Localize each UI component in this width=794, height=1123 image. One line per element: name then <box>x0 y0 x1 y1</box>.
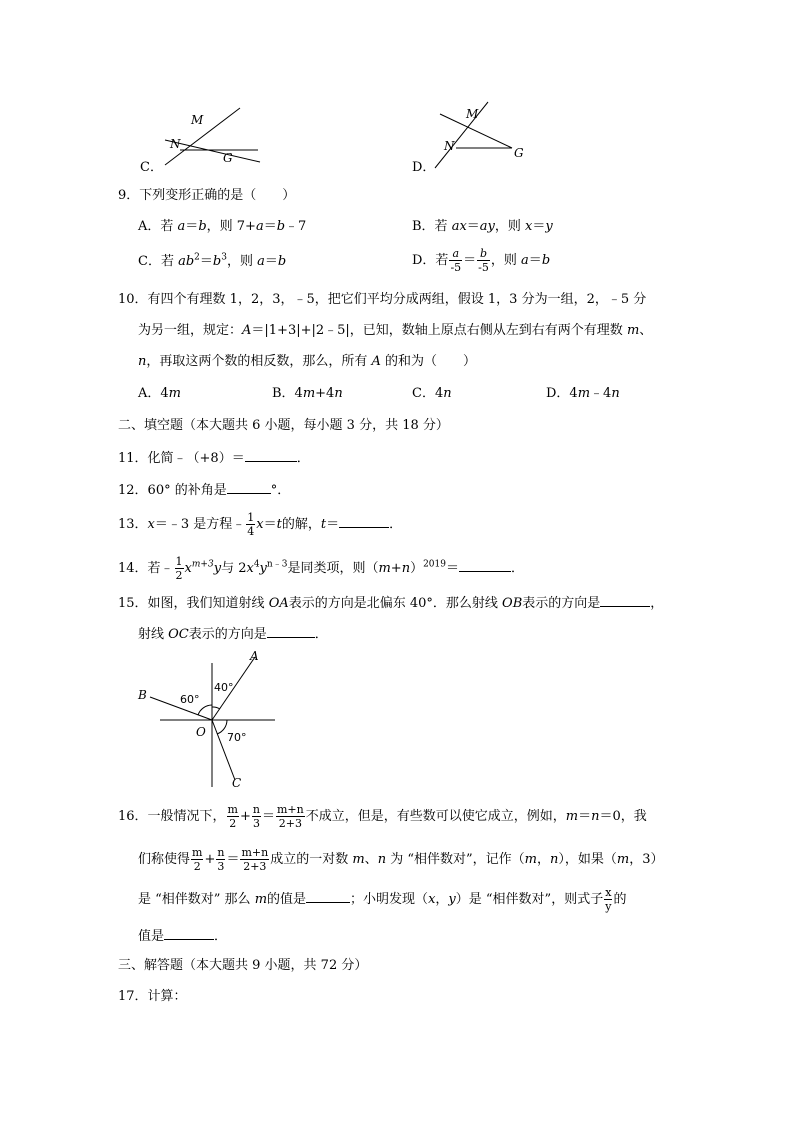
q9-option-c: C．若 $ab^2=b^3$，则 a＝b <box>138 252 287 269</box>
angle-40-label: 40° <box>214 681 234 694</box>
q9-option-b: B．若 ax＝ay，则 x＝y <box>412 219 553 234</box>
figure-d-diagram <box>430 100 540 175</box>
section-3-heading: 三、解答题（本大题共 9 小题，共 72 分） <box>118 958 368 973</box>
angle-60-label: 60° <box>180 693 200 706</box>
q10-line-1: 10．有四个有理数 1，2，3，﹣5，把它们平均分成两组，假设 1，3 分为一组，2，﹣5 分 <box>118 292 647 307</box>
q12-answer-blank[interactable] <box>227 481 271 494</box>
origin-o-label: O <box>196 725 206 739</box>
figure-c-label: C． <box>140 160 163 175</box>
q11-answer-blank[interactable] <box>245 449 297 462</box>
point-n-label: N <box>444 139 455 153</box>
q13-answer-blank[interactable] <box>339 515 389 528</box>
q14: 14．若﹣ $\frac{1}{2}$ $x^{m+3}y$与 $2x^4y^{n﹣3}$是同类项，则$(m+n)^{2019}=$ ． <box>118 555 525 582</box>
q14-answer-blank[interactable] <box>459 559 511 572</box>
q16-line-4: 值是 ． <box>138 929 228 944</box>
q15-oc-answer-blank[interactable] <box>267 625 315 638</box>
q15-line-2: 射线 OC表示的方向是 ． <box>138 627 328 642</box>
q15-direction-diagram <box>130 645 280 795</box>
q9-stem: 9．下列变形正确的是（ ） <box>118 188 296 203</box>
q10-option-b: B．4m+4n <box>272 386 343 401</box>
ray-a-label: A <box>250 649 259 663</box>
section-2-heading: 二、填空题（本大题共 6 小题，每小题 3 分，共 18 分） <box>118 418 449 433</box>
ray-b-label: B <box>138 688 147 702</box>
q10-option-a: A．4m <box>138 386 181 401</box>
q16-expr-answer-blank[interactable] <box>164 927 214 940</box>
q11: 11．化简﹣（+8）＝ ． <box>118 451 310 466</box>
point-g-label: G <box>223 151 233 165</box>
q17-stem: 17．计算： <box>118 989 187 1004</box>
q10-option-d: D．4m﹣4n <box>546 386 620 401</box>
ray-c-label: C <box>232 776 242 790</box>
q16-m-answer-blank[interactable] <box>306 890 350 903</box>
point-m-label: M <box>466 107 479 121</box>
q16-line-1: 16．一般情况下， $\frac{m}{2}$ + $\frac{n}{3}$ ＝ $\frac{m+n}{2+3}$ 不成立，但是，有些数可以使它成立，例如，m＝n＝0，我 <box>118 803 647 830</box>
point-g-label: G <box>514 146 524 160</box>
angle-70-label: 70° <box>227 731 247 744</box>
q9-option-a: A．若 a＝b，则 7+a＝b﹣7 <box>138 219 307 234</box>
q16-line-2: 们称使得 $\frac{m}{2}$ + $\frac{n}{3}$ ＝ $\frac{m+n}{2+3}$ 成立的一对数 m、n 为 “相伴数对”，记作（m，n），如果（m，3） <box>138 846 664 873</box>
q12: 12．60° 的补角是 °． <box>118 483 291 498</box>
point-m-label: M <box>191 113 204 127</box>
figure-d-label: D． <box>412 160 436 175</box>
q10-line-3: n，再取这两个数的相反数，那么，所有 A 的和为（ ） <box>138 354 477 369</box>
q10-option-c: C．4n <box>412 386 452 401</box>
q13: 13．x＝﹣3 是方程﹣ $\frac{1}{4}$ x＝t的解，t＝ ． <box>118 511 403 538</box>
q16-line-3: 是 “相伴数对” 那么 m的值是 ；小明发现（x，y）是 “相伴数对”，则式子 $\frac{x}{y}$ 的 <box>138 886 627 913</box>
q9-option-d: D．若 $\frac{a}{-5}$ ＝ $\frac{b}{-5}$ ，则 a＝b <box>412 247 551 274</box>
figure-c-diagram <box>160 100 270 175</box>
point-n-label: N <box>170 137 181 151</box>
q15-ob-answer-blank[interactable] <box>600 594 650 607</box>
q10-line-2: 为另一组，规定：A＝|1+3|+|2﹣5|，已知，数轴上原点右侧从左到右有两个有理数 m、 <box>138 323 653 338</box>
q15-line-1: 15．如图，我们知道射线 OA表示的方向是北偏东 40°．那么射线 OB表示的方向是 ， <box>118 596 664 611</box>
